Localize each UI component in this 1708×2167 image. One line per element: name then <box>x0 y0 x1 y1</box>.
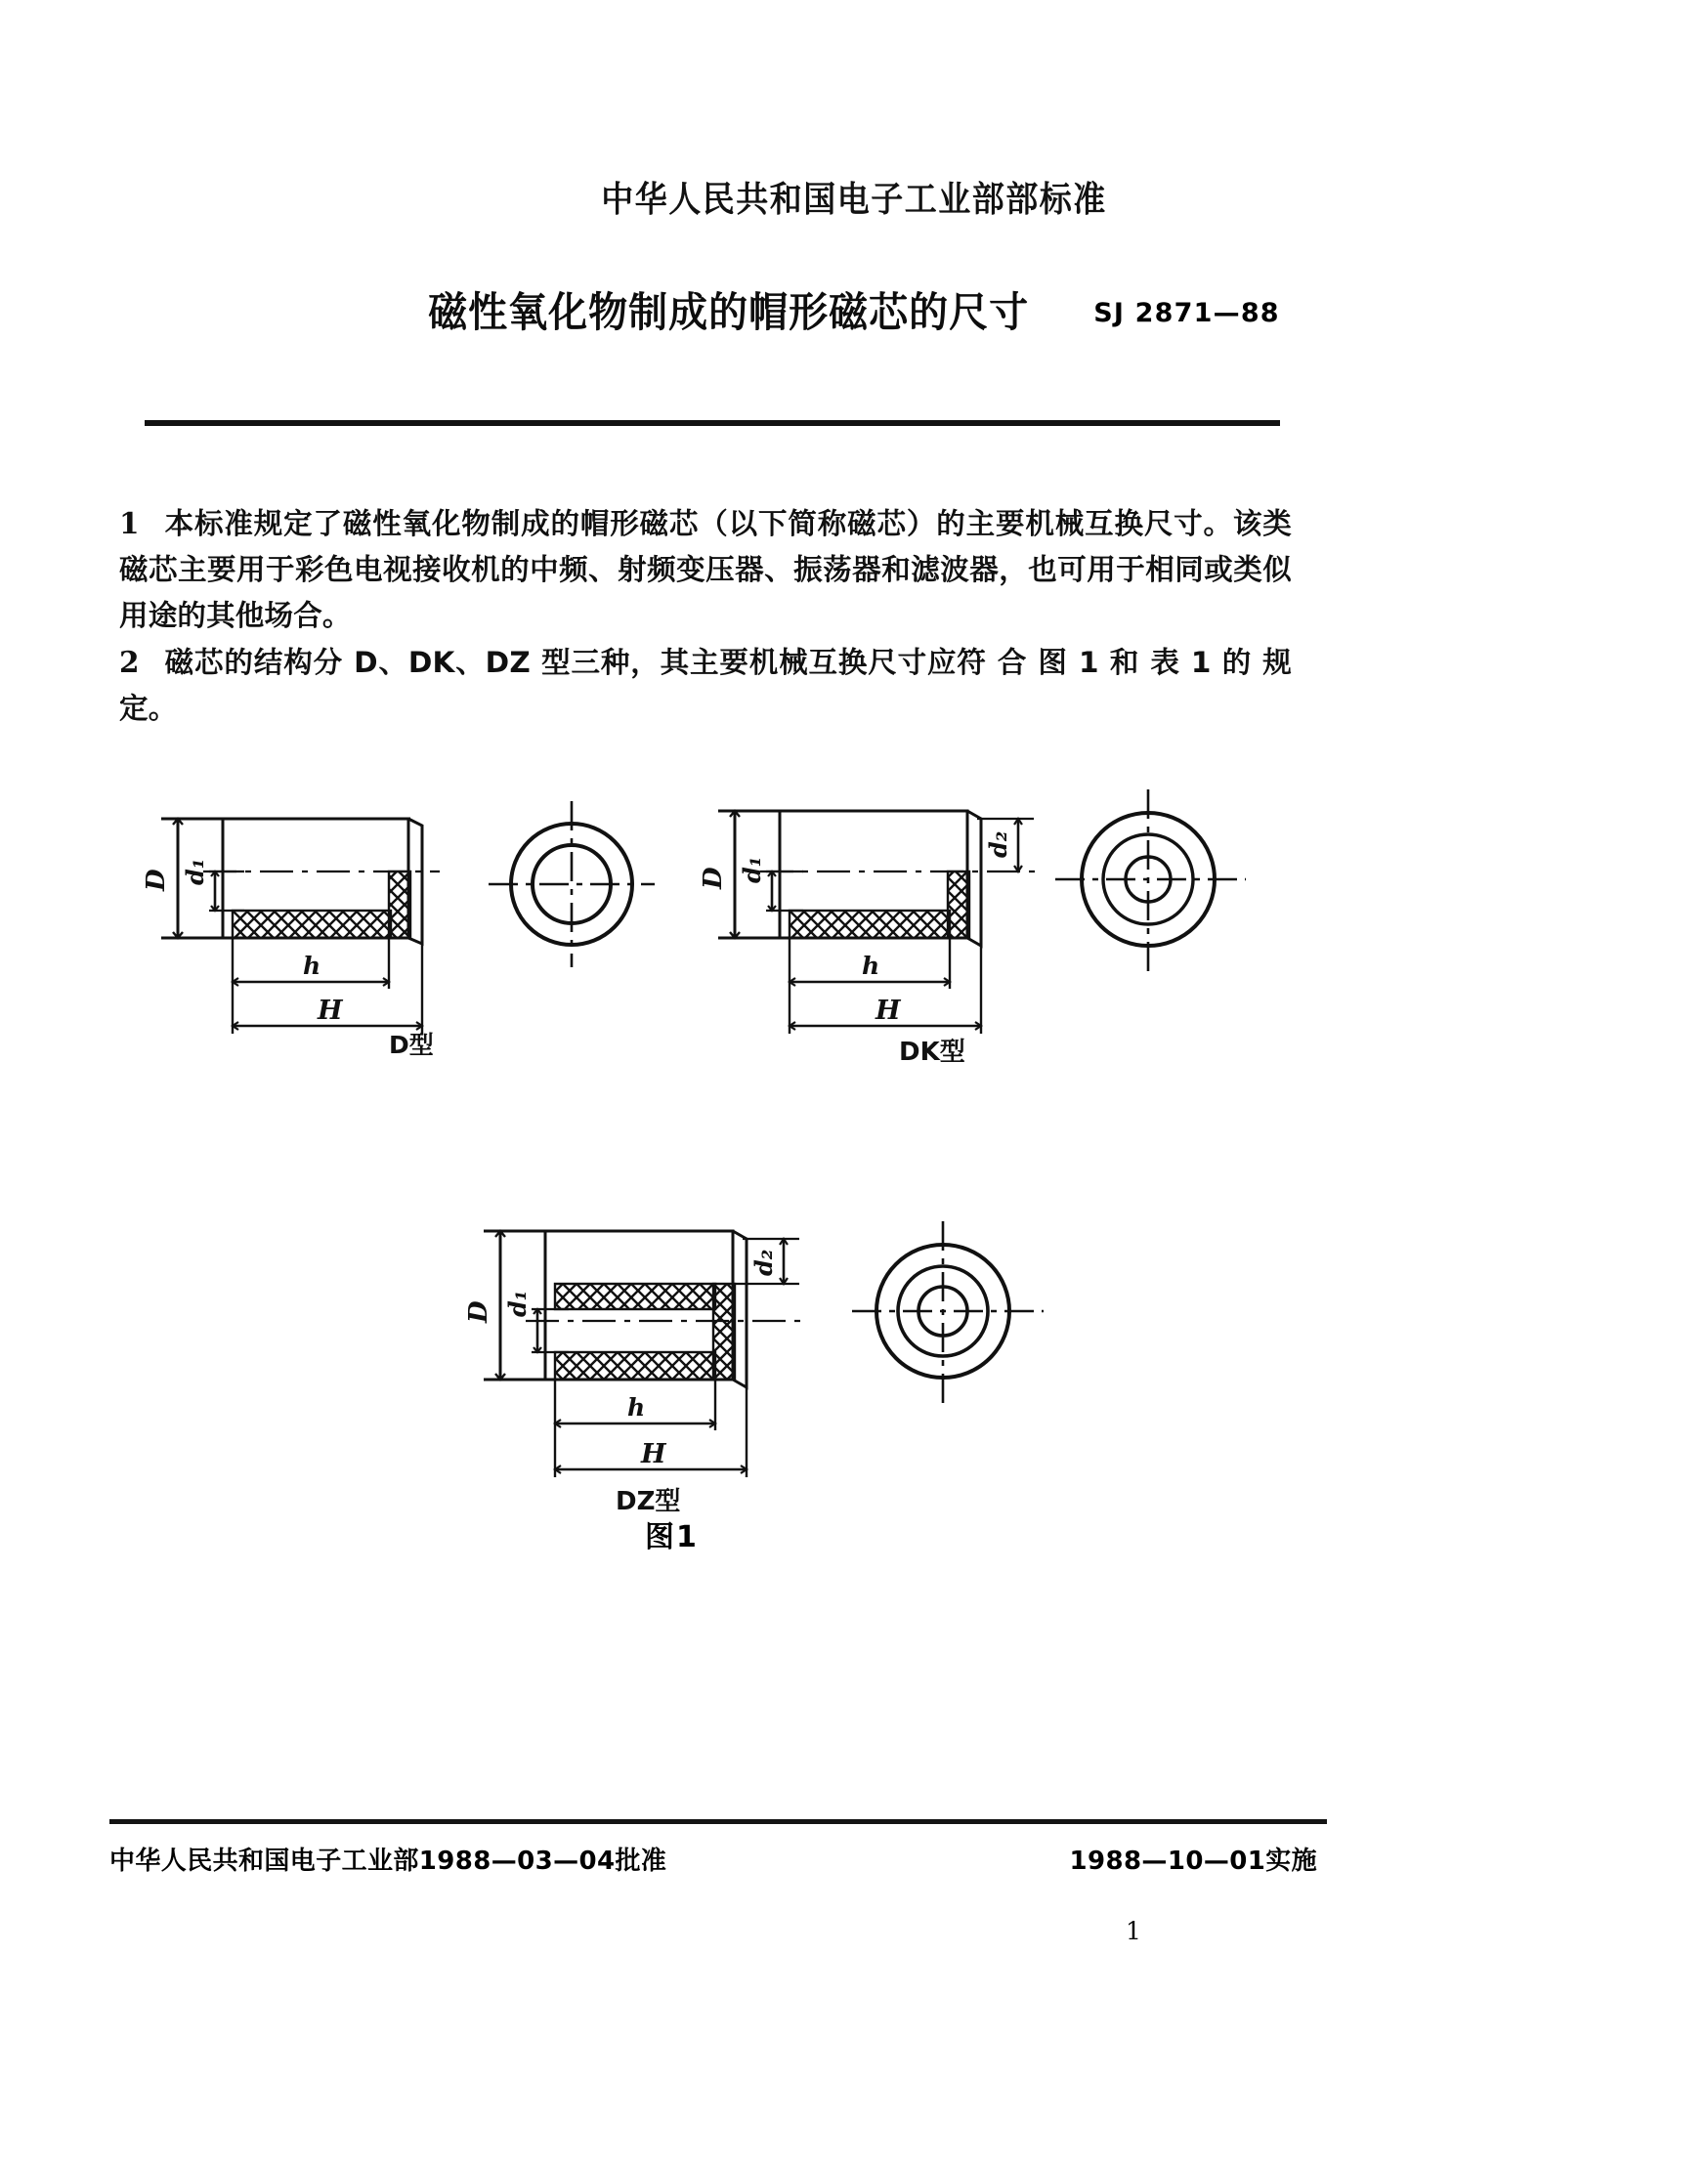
dim-label-h-dz: h <box>627 1393 646 1422</box>
dim-label-D-dk: D <box>699 867 728 889</box>
ministry-header-line: 中华人民共和国电子工业部部标准 <box>601 178 1107 220</box>
clause-2-number: 2 <box>119 645 140 679</box>
view-label-dk-type: DK型 <box>899 1038 965 1067</box>
dim-label-h-d: h <box>303 952 321 980</box>
drawing-d-type <box>142 819 440 1034</box>
end-view-dz-type <box>852 1221 1044 1405</box>
body-text <box>119 500 1292 732</box>
header-divider <box>145 420 1280 426</box>
dim-label-d1-dz: d₁ <box>503 1290 532 1317</box>
dim-label-D-d: D <box>142 869 171 891</box>
view-label-dz-type: DZ型 <box>616 1487 681 1516</box>
end-view-dk-type <box>1055 789 1246 973</box>
clause-1-number: 1 <box>119 506 140 540</box>
document-header <box>0 174 1708 220</box>
dim-label-H-dz: H <box>641 1439 666 1469</box>
drawing-dz-type <box>464 1231 801 1477</box>
dim-label-D-dz: D <box>464 1300 493 1323</box>
dim-label-H-dk: H <box>875 996 901 1026</box>
footer-approval-text: 中华人民共和国电子工业部1988—03—04批准 <box>109 1847 667 1876</box>
figure-caption: 图1 <box>645 1520 699 1554</box>
dim-label-H-d: H <box>318 996 343 1026</box>
dim-label-d1-d: d₁ <box>181 858 209 885</box>
end-view-d-type <box>489 801 655 967</box>
dim-label-d1-dk: d₁ <box>738 856 766 883</box>
clause-1-text: 本标准规定了磁性氧化物制成的帽形磁芯（以下简称磁芯）的主要机械互换尺寸。该类磁芯主要用于彩色电视接收机的中频、射频变压器、振荡器和滤波器，也可用于相同或类似用途的其他场合。 <box>119 507 1292 632</box>
dim-label-d2-dk: d₂ <box>984 830 1012 858</box>
standard-number: SJ 2871—88 <box>1093 298 1280 328</box>
clause-1 <box>119 500 1292 639</box>
clause-2-text: 磁芯的结构分 D、DK、DZ 型三种，其主要机械互换尺寸应符 合 图 1 和 表 1 的 规定。 <box>119 646 1292 725</box>
clause-2 <box>119 639 1292 732</box>
page-title: 磁性氧化物制成的帽形磁芯的尺寸 <box>428 289 1030 337</box>
footer-divider <box>109 1819 1327 1824</box>
view-label-d-type: D型 <box>389 1031 434 1059</box>
footer <box>109 1841 1327 1877</box>
footer-effective-text: 1988—10—01实施 <box>1069 1847 1317 1876</box>
dim-label-d2-dz: d₂ <box>749 1249 778 1276</box>
figure-1 <box>117 782 1485 1553</box>
title-row <box>0 281 1708 337</box>
figure-1-svg <box>117 782 1485 1553</box>
dim-label-h-dk: h <box>862 952 880 980</box>
drawing-dk-type <box>699 811 1036 1034</box>
page-number: 1 <box>1126 1917 1141 1945</box>
